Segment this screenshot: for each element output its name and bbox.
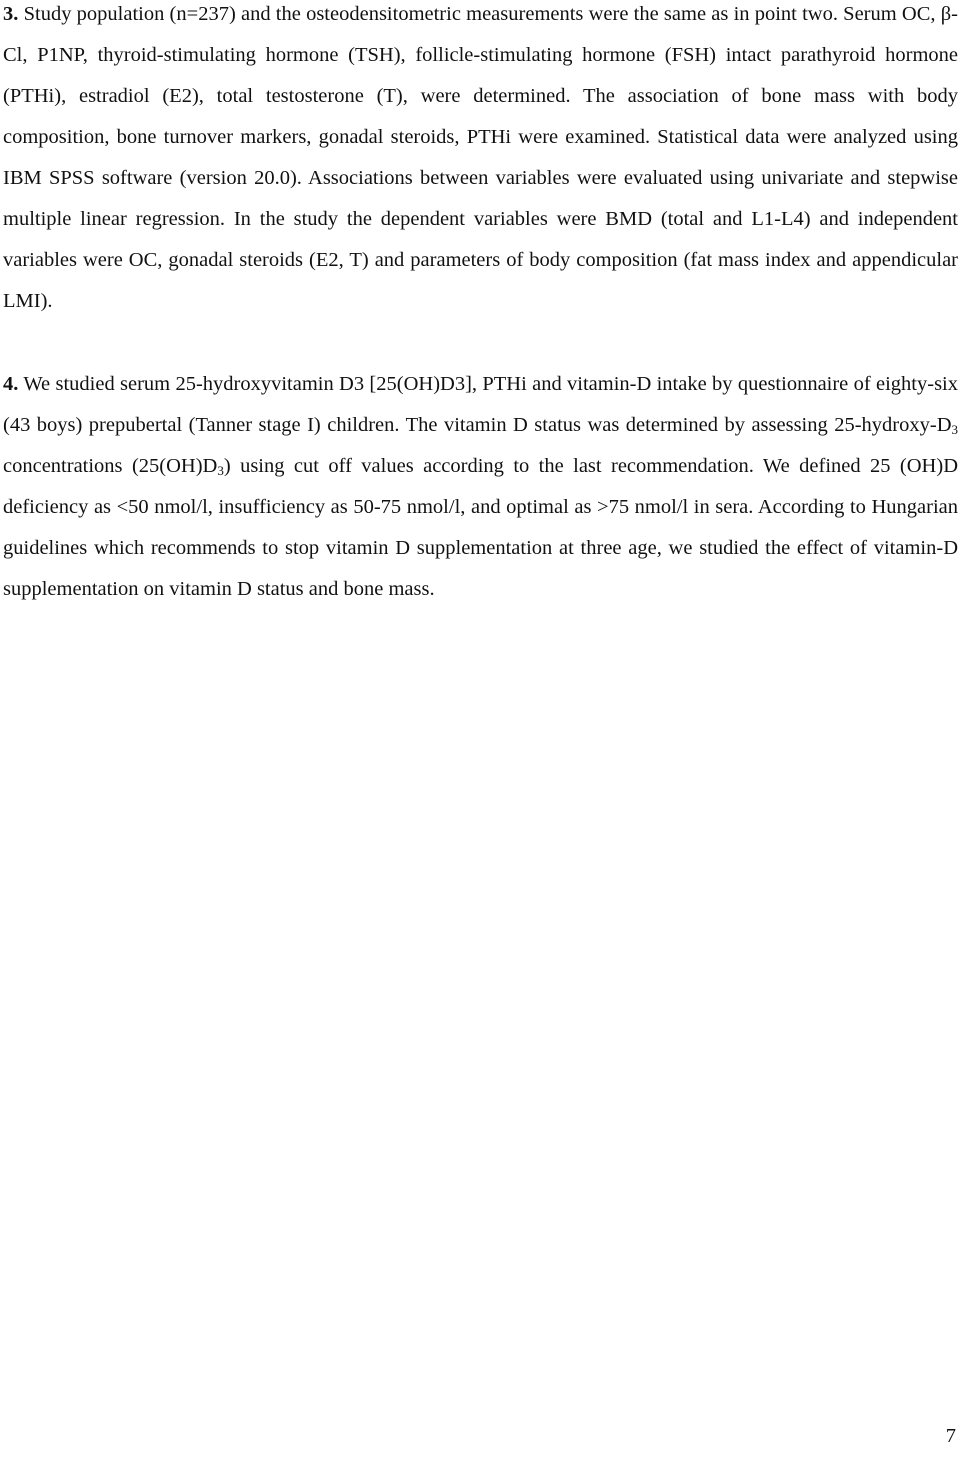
section-4-paragraph xyxy=(3,364,958,610)
section-3-number: 3. xyxy=(3,3,19,25)
section-4-text-b: concentrations (25(OH)D xyxy=(3,455,218,477)
section-4-text-a: We studied serum 25-hydroxyvitamin D3 [25(OH)D3], PTHi and vitamin-D intake by questionnaire of eighty-six (43 boys) prepubertal (Tanner stage I) children. The vitamin D status was determined by assessing 25-hydroxy-D xyxy=(3,373,959,436)
section-3-text: Study population (n=237) and the osteodensitometric measurements were the same as in point two. Serum OC, β-Cl, P1NP, thyroid-stimulating hormone (TSH), follicle-stimulating hormone (FSH) intact parathyroid hormone (PTHi), estradiol (E2), total testosterone (T), were determined. The association of bone mass with body composition, bone turnover markers, gonadal steroids, PTHi were examined. Statistical data were analyzed using IBM SPSS software (version 20.0). Associations between variables were evaluated using univariate and stepwise multiple linear regression. In the study the dependent variables were BMD (total and L1-L4) and independent variables were OC, gonadal steroids (E2, T) and parameters of body composition (fat mass index and appendicular LMI). xyxy=(3,3,958,312)
section-4-subscript-a: 3 xyxy=(951,422,958,437)
page-number: 7 xyxy=(945,1425,956,1447)
section-4-number: 4. xyxy=(3,373,19,395)
section-3-paragraph xyxy=(3,0,958,322)
section-4-subscript-b: 3 xyxy=(217,463,224,478)
section-4-text-c: ) using cut off values according to the last recommendation. We defined 25 (OH)D deficiency as <50 nmol/l, insufficiency as 50-75 nmol/l, and optimal as >75 nmol/l in sera. According to Hungarian guidelines which recommends to stop vitamin D supplementation at three age, we studied the effect of vitamin-D supplementation on vitamin D status and bone mass. xyxy=(3,455,958,600)
